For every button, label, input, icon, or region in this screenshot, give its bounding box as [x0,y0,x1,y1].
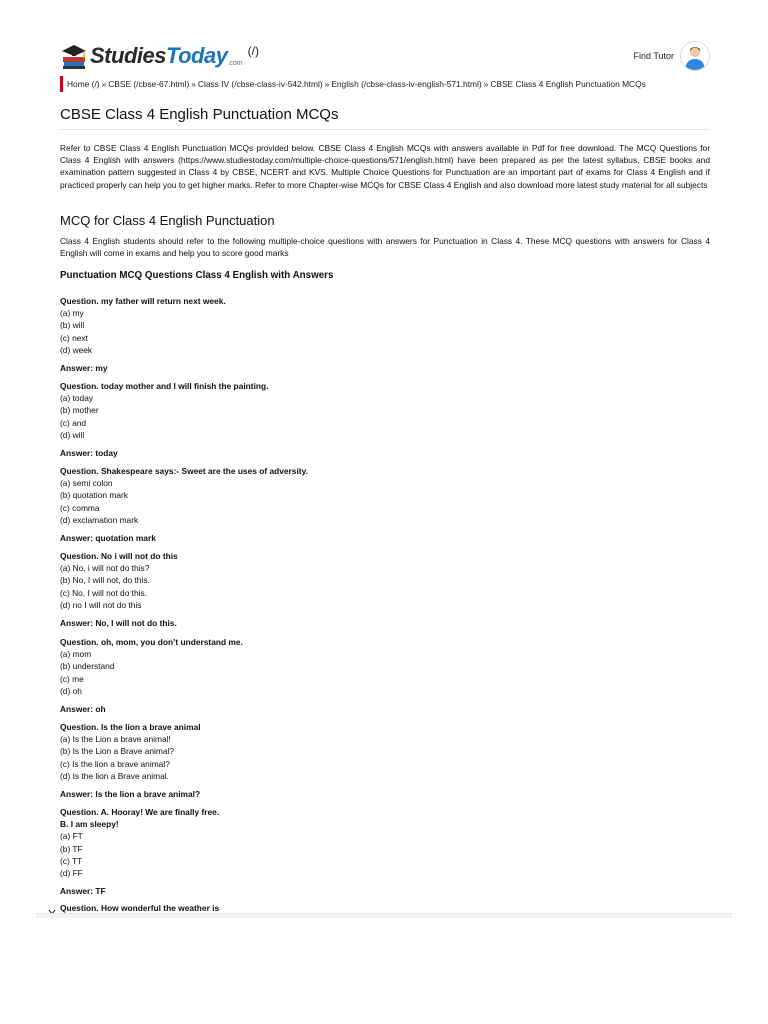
answer-option: (d) week [60,344,93,355]
question-item [60,550,710,611]
question-text: Question. A. Hooray! We are finally free. [60,807,220,817]
breadcrumb-separator: » [324,79,330,89]
section-title: MCQ for Class 4 English Punctuation [60,213,275,228]
breadcrumb-item[interactable]: CBSE (/cbse-67.html) [108,79,190,89]
answer-option: (d) Is the lion a Brave animal. [60,770,169,781]
answer-option: (d) no I will not do this [60,599,142,610]
answer-option: (a) Is the Lion a brave animal! [60,734,171,745]
answer-option: (a) FT [60,831,83,842]
question-text: Question. Is the lion a brave animal [60,722,201,732]
answer-text: Answer: oh [60,704,106,714]
chevron-down-icon[interactable] [48,903,56,911]
tutor-avatar-icon[interactable] [680,41,710,71]
question-text: Question. oh, mom, you don’t understand me. [60,637,243,647]
question-item [60,806,710,879]
question-text: Question. No i will not do this [60,551,178,561]
breadcrumb-separator: » [191,79,196,89]
question-text: Question. Shakespeare says:- Sweet are the uses of adversity. [60,466,308,476]
question-text: Question. today mother and I will finish the painting. [60,381,269,391]
answer-option: (c) me [60,673,84,684]
answer-text: Answer: quotation mark [60,533,156,543]
question-item [60,636,710,697]
answer-text: Answer: TF [60,886,106,897]
answer-option: (c) next [60,332,88,343]
site-header [60,38,710,74]
logo-home-link[interactable]: (/) [247,44,259,58]
books-logo-icon [60,41,88,71]
answer-option: (b) understand [60,661,115,672]
answer-option: (c) Is the lion a brave animal? [60,758,170,769]
answer-option: (c) TT [60,855,83,866]
answer-text: Answer: my [60,363,108,373]
question-text: Question. my father will return next week. [60,296,226,306]
answer-option: (b) Is the Lion a Brave animal? [60,746,175,757]
question-item [60,295,710,356]
find-tutor-label[interactable]: Find Tutor [633,51,674,61]
answer-option: (a) today [60,393,94,404]
answer-text: Answer: No, I will not do this. [60,618,177,628]
question-text: Question. How wonderful the weather is [60,903,220,913]
question-text-line2: B. I am sleepy! [60,819,119,830]
question-item [60,465,710,526]
breadcrumb-separator: » [101,79,107,89]
question-item [60,721,710,782]
answer-option: (b) quotation mark [60,490,128,501]
answer-option: (d) will [60,429,85,440]
breadcrumb [60,76,710,92]
answer-option: (a) mom [60,649,92,660]
logo-suffix: .com [227,59,243,67]
answer-option: (a) semi colon [60,478,113,489]
question-item [60,380,710,441]
breadcrumb-separator: » [483,79,489,89]
find-tutor[interactable] [633,38,710,74]
answer-option: (d) FF [60,868,83,879]
breadcrumb-item[interactable]: English (/cbse-class-iv-english-571.html) [331,79,482,89]
breadcrumb-item[interactable]: Home (/) [67,79,100,89]
subsection-title: Punctuation MCQ Questions Class 4 English with Answers [60,270,334,281]
section-intro: Class 4 English students should refer to the following multiple-choice questions with answers for Punctuation in Class 4. These MCQ questions with answers for Class 4 English will come in exams and help you to score good marks [60,236,710,259]
bottom-bar [36,913,732,918]
answer-option: (b) TF [60,843,83,854]
answer-text: Answer: today [60,448,118,458]
answer-option: (d) oh [60,685,82,696]
breadcrumb-item: CBSE Class 4 English Punctuation MCQs [490,79,646,89]
breadcrumb-item[interactable]: Class IV (/cbse-class-iv-542.html) [197,79,323,89]
answer-option: (c) No, I will not do this. [60,587,148,598]
answer-option: (a) No, i will not do this? [60,563,150,574]
logo-wordmark: StudiesToday [90,43,228,68]
answer-option: (d) exclamation mark [60,514,139,525]
answer-option: (b) will [60,320,85,331]
site-logo[interactable] [60,38,259,74]
answer-text: Answer: Is the lion a brave animal? [60,789,201,799]
intro-paragraph: Refer to CBSE Class 4 English Punctuation MCQs provided below. CBSE Class 4 English MCQs with answers available in Pdf for free download. The MCQ Questions for Class 4 English with answers (https://www.studiestoday.com/multiple-choice-questions/571/english.html) have been prepared as per the latest syllabus, CBSE books and examination pattern suggested in Class 4 by CBSE, NCERT and KVS. Multiple Choice Questions for Punctuation are an important part of exams for Class 4 English and if practiced properly can help you to get higher marks. Refer to more Chapter-wise MCQs for CBSE Class 4 English and also download more latest study material for all subjects [60,143,710,190]
answer-option: (b) No, I will not, do this. [60,575,150,586]
answer-option: (c) and [60,417,87,428]
answer-option: (b) mother [60,405,99,416]
answer-option: (c) comma [60,502,100,513]
page-title: CBSE Class 4 English Punctuation MCQs [60,106,710,130]
answer-option: (a) my [60,308,84,319]
